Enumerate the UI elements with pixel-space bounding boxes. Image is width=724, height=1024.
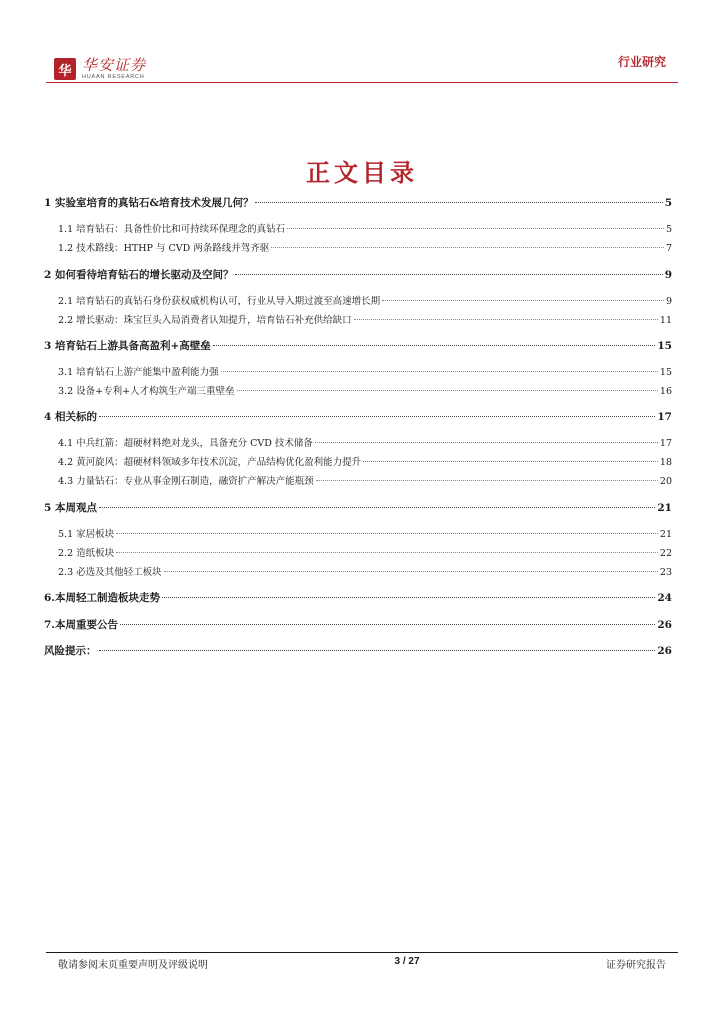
toc-leader-dots <box>354 319 658 320</box>
toc-section-entry[interactable] <box>44 643 672 658</box>
company-logo <box>54 58 146 81</box>
toc-entry-label: 7.本周重要公告 <box>44 619 118 631</box>
toc-entry-label: 风险提示： <box>44 645 97 657</box>
toc-subsection-entry[interactable] <box>44 545 672 559</box>
toc-leader-dots <box>120 624 655 625</box>
toc-subsection-entry[interactable] <box>44 364 672 378</box>
toc-entry-page: 23 <box>659 567 672 578</box>
toc-section-entry[interactable] <box>44 500 672 515</box>
toc-entry-page: 21 <box>659 529 672 540</box>
toc-leader-dots <box>363 461 658 462</box>
toc-entry-page: 20 <box>659 476 672 487</box>
toc-subsection-entry[interactable] <box>44 312 672 326</box>
toc-subsection-entry[interactable] <box>44 221 672 235</box>
toc-entry-label: 1.2 技术路线：HTHP 与 CVD 两条路线并驾齐驱 <box>58 243 270 254</box>
page-number: 3 / 27 <box>394 956 420 967</box>
toc-entry-label: 5 本周观点 <box>44 502 97 514</box>
logo-mark-icon: 华 <box>54 58 76 80</box>
toc-entry-page: 21 <box>657 502 672 514</box>
toc-section-entry[interactable] <box>44 409 672 424</box>
toc-entry-label: 3.1 培育钻石上游产能集中盈利能力强 <box>58 367 219 378</box>
toc-leader-dots <box>221 371 658 372</box>
logo-name-en: HUAAN RESEARCH <box>82 74 145 80</box>
toc-leader-dots <box>99 650 656 651</box>
toc-leader-dots <box>162 597 655 598</box>
toc-section-entry[interactable] <box>44 617 672 632</box>
toc-subsection-entry[interactable] <box>44 526 672 540</box>
footer-report-type: 证券研究报告 <box>606 960 666 971</box>
page-footer <box>58 956 666 971</box>
toc-leader-dots <box>287 228 664 229</box>
toc-entry-label: 2.2 增长驱动：珠宝巨头入局消费者认知提升，培育钻石补充供给缺口 <box>58 315 352 326</box>
toc-entry-page: 17 <box>657 411 672 423</box>
toc-entry-page: 9 <box>665 296 672 307</box>
header-divider <box>46 82 678 83</box>
toc-entry-page: 24 <box>657 592 672 604</box>
toc-entry-label: 2 如何看待培育钻石的增长驱动及空间？ <box>44 269 234 281</box>
toc-entry-label: 1 实验室培育的真钻石&培育技术发展几何？ <box>44 197 254 209</box>
toc-entry-page: 5 <box>664 197 672 209</box>
toc-entry-label: 2.3 必选及其他轻工板块 <box>58 567 162 578</box>
toc-leader-dots <box>315 442 658 443</box>
toc-entry-label: 6.本周轻工制造板块走势 <box>44 592 160 604</box>
toc-leader-dots <box>116 533 658 534</box>
toc-section-entry[interactable] <box>44 590 672 605</box>
page-header <box>0 0 724 90</box>
toc-entry-label: 4.1 中兵红箭：超硬材料绝对龙头，具备充分 CVD 技术储备 <box>58 438 313 449</box>
toc-entry-page: 5 <box>665 224 672 235</box>
toc-entry-page: 18 <box>659 457 672 468</box>
toc-entry-page: 11 <box>659 315 672 326</box>
toc-section-entry[interactable] <box>44 267 672 282</box>
toc-section-entry[interactable] <box>44 338 672 353</box>
toc-entry-page: 16 <box>659 386 672 397</box>
toc-entry-page: 26 <box>657 645 672 657</box>
toc-subsection-entry[interactable] <box>44 454 672 468</box>
toc-leader-dots <box>316 480 658 481</box>
toc-entry-label: 5.1 家居板块 <box>58 529 115 540</box>
toc-entry-label: 4.3 力量钻石：专业从事金刚石制造，融资扩产解决产能瓶颈 <box>58 476 314 487</box>
toc-leader-dots <box>271 247 664 248</box>
toc-leader-dots <box>99 416 655 417</box>
toc-leader-dots <box>213 345 656 346</box>
toc-leader-dots <box>116 552 658 553</box>
toc-subsection-entry[interactable] <box>44 564 672 578</box>
toc-entry-page: 22 <box>659 548 672 559</box>
toc-leader-dots <box>99 507 655 508</box>
footer-divider <box>46 952 678 953</box>
toc-entry-label: 2.2 造纸板块 <box>58 548 115 559</box>
toc-subsection-entry[interactable] <box>44 435 672 449</box>
toc-title: 正文目录 <box>306 158 418 187</box>
toc-entry-page: 7 <box>665 243 672 254</box>
footer-disclaimer: 敬请参阅末页重要声明及评级说明 <box>58 960 208 971</box>
toc-entry-page: 9 <box>664 269 672 281</box>
toc-leader-dots <box>237 390 658 391</box>
toc-entry-page: 26 <box>657 619 672 631</box>
toc-entry-page: 17 <box>659 438 672 449</box>
toc-subsection-entry[interactable] <box>44 240 672 254</box>
toc-subsection-entry[interactable] <box>44 293 672 307</box>
toc-entry-label: 1.1 培育钻石：具备性价比和可持续环保理念的真钻石 <box>58 224 286 235</box>
toc-entry-label: 4.2 黄河旋风：超硬材料领域多年技术沉淀，产品结构优化盈利能力提升 <box>58 457 362 468</box>
toc-entry-label: 3 培育钻石上游具备高盈利+高壁垒 <box>44 340 211 352</box>
toc-entry-label: 3.2 设备+专利+人才构筑生产端三重壁垒 <box>58 386 235 397</box>
toc-section-entry[interactable] <box>44 195 672 210</box>
toc-leader-dots <box>255 202 662 203</box>
toc-leader-dots <box>382 300 664 301</box>
toc-subsection-entry[interactable] <box>44 383 672 397</box>
report-category: 行业研究 <box>617 55 666 69</box>
toc-entry-page: 15 <box>659 367 672 378</box>
logo-name-cn: 华安证券 <box>82 56 147 74</box>
toc-entry-label: 4 相关标的 <box>44 411 97 423</box>
toc-subsection-entry[interactable] <box>44 473 672 487</box>
toc-leader-dots <box>164 571 658 572</box>
toc-entry-label: 2.1 培育钻石的真钻石身份获权威机构认可，行业从导入期过渡至高速增长期 <box>58 296 381 307</box>
toc-entry-page: 15 <box>657 340 672 352</box>
toc-leader-dots <box>235 274 662 275</box>
